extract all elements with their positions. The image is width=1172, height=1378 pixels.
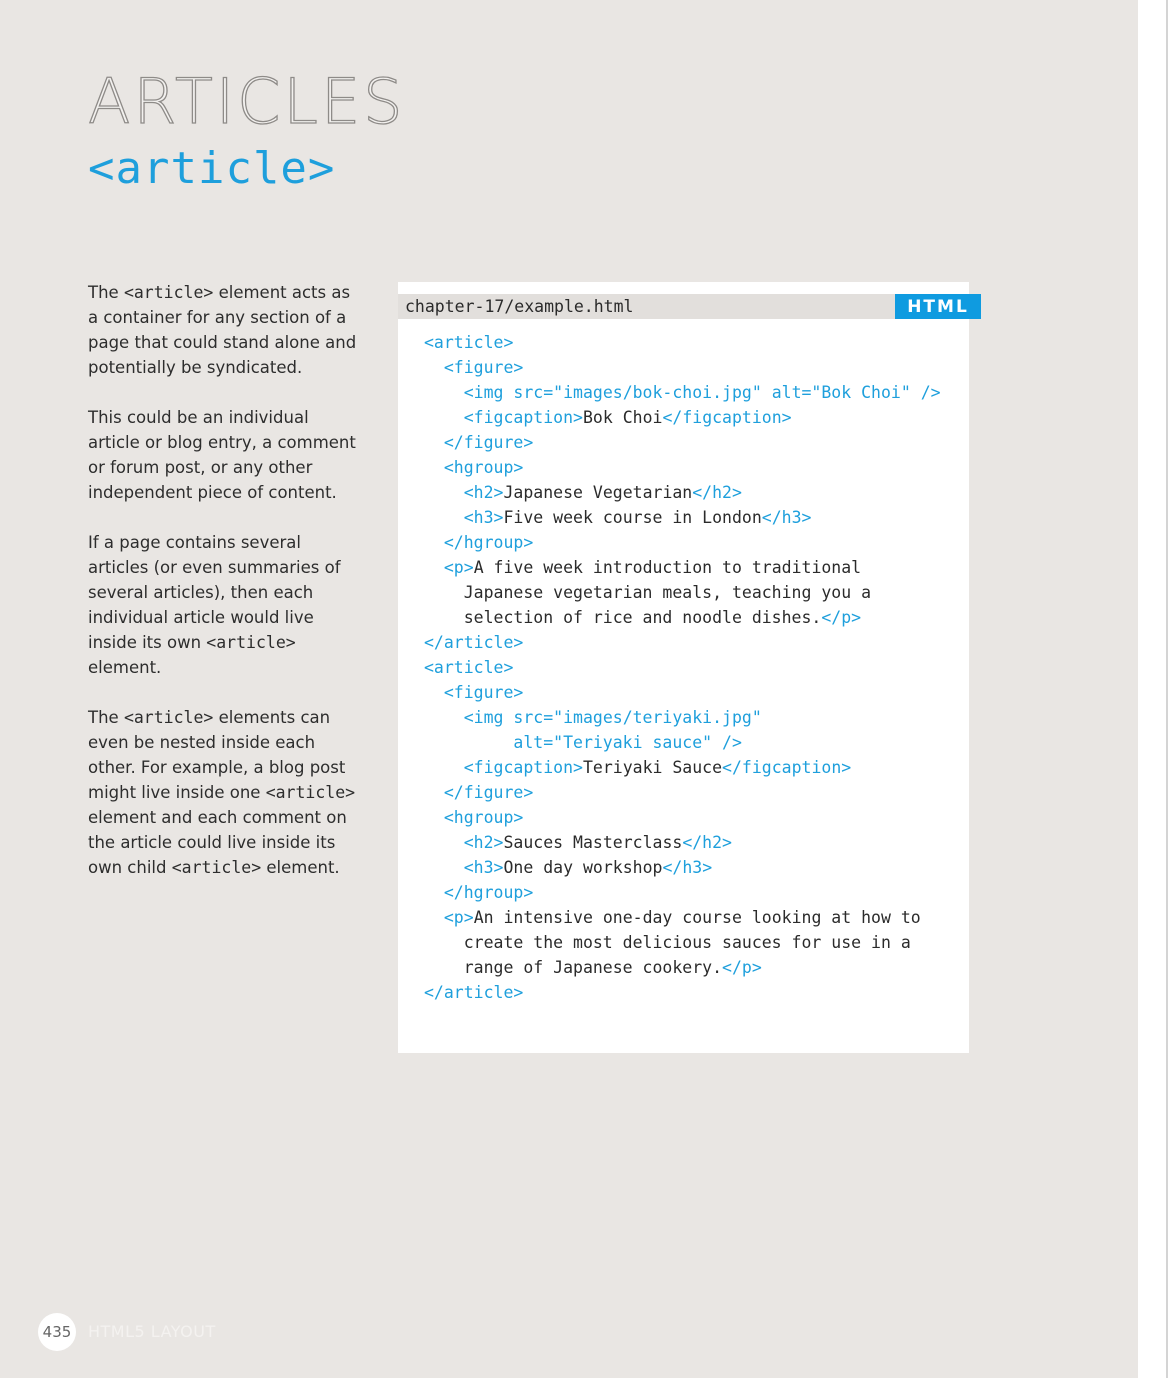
code-tag: </article> — [424, 633, 524, 652]
code-tag: </figcaption> — [662, 408, 792, 427]
code-line — [424, 630, 941, 655]
code-tag: <h2> — [463, 483, 504, 502]
code-text: selection of rice and noodle dishes. — [424, 608, 822, 627]
page-title: ARTICLES — [88, 65, 406, 138]
code-tag: </p> — [722, 958, 762, 977]
code-tag: </figure> — [443, 433, 534, 452]
code-tag: <figcaption> — [463, 408, 583, 427]
code-tag: <figcaption> — [463, 758, 583, 777]
code-line — [424, 805, 941, 830]
file-name: chapter-17/example.html — [405, 297, 634, 316]
code-tag: </hgroup> — [443, 883, 534, 902]
code-tag: <p> — [443, 908, 474, 927]
code-line — [424, 705, 941, 730]
code-line — [424, 380, 941, 405]
code-text: An intensive one-day course looking at how to — [473, 908, 921, 927]
code-text: Teriyaki Sauce — [582, 758, 723, 777]
code-tag: <h2> — [463, 833, 504, 852]
code-text — [424, 908, 444, 927]
code-line — [424, 755, 941, 780]
code-tag: alt="Teriyaki sauce" /> — [513, 733, 742, 752]
code-text — [424, 458, 444, 477]
code-text — [424, 383, 464, 402]
code-line — [424, 580, 941, 605]
code-tag: <img src="images/bok-choi.jpg" alt="Bok Choi" /> — [463, 383, 941, 402]
code-text — [424, 433, 444, 452]
code-text — [424, 783, 444, 802]
code-line — [424, 680, 941, 705]
code-line — [424, 530, 941, 555]
code-tag: <h3> — [463, 858, 504, 877]
code-line — [424, 905, 941, 930]
code-text: Bok Choi — [582, 408, 663, 427]
text-run: element. — [88, 658, 162, 677]
code-line — [424, 955, 941, 980]
code-line — [424, 655, 941, 680]
code-text — [424, 683, 444, 702]
code-text: Five week course in London — [503, 508, 762, 527]
code-line — [424, 730, 941, 755]
inline-code: <article> — [123, 708, 214, 727]
paragraph-4 — [88, 705, 358, 880]
code-tag: <img src="images/teriyaki.jpg" — [463, 708, 762, 727]
text-run: If a page contains several articles (or even summaries of several articles), then each individual article would live inside its own — [88, 533, 341, 652]
code-text: range of Japanese cookery. — [424, 958, 723, 977]
text-run: elements can even be nested inside each other. For example, a blog post might live inside one — [88, 708, 346, 802]
code-tag: </p> — [821, 608, 862, 627]
paragraph-3 — [88, 530, 358, 680]
code-text: Japanese vegetarian meals, teaching you a — [424, 583, 872, 602]
code-block — [424, 330, 941, 1005]
code-tag: <figure> — [443, 683, 524, 702]
code-line — [424, 855, 941, 880]
code-text — [424, 533, 444, 552]
code-tag: </h3> — [662, 858, 713, 877]
code-tag: <hgroup> — [443, 458, 524, 477]
code-text — [424, 708, 464, 727]
code-text: One day workshop — [503, 858, 663, 877]
code-line — [424, 455, 941, 480]
code-text — [424, 833, 464, 852]
page-number: 435 — [38, 1313, 76, 1351]
code-tag: </h3> — [761, 508, 812, 527]
code-tag: </article> — [424, 983, 524, 1002]
code-line — [424, 430, 941, 455]
code-line — [424, 780, 941, 805]
text-run: element. — [261, 858, 340, 877]
code-text — [424, 733, 513, 752]
code-text — [424, 808, 444, 827]
text-run: element and each comment on the article could live inside its own child — [88, 808, 347, 877]
text-run: The — [88, 283, 124, 302]
code-text — [424, 408, 464, 427]
code-line — [424, 980, 941, 1005]
code-tag: </h2> — [682, 833, 732, 852]
code-tag: <p> — [443, 558, 474, 577]
code-tag: <article> — [424, 658, 514, 677]
code-text — [424, 758, 464, 777]
code-line — [424, 505, 941, 530]
code-tag: <article> — [424, 333, 514, 352]
code-text: Japanese Vegetarian — [503, 483, 693, 502]
code-line — [424, 405, 941, 430]
code-text — [424, 358, 444, 377]
code-line — [424, 480, 941, 505]
page-subtitle: <article> — [88, 143, 336, 194]
code-line — [424, 330, 941, 355]
code-text: A five week introduction to traditional — [473, 558, 862, 577]
code-tag: <h3> — [463, 508, 504, 527]
code-line — [424, 830, 941, 855]
language-badge: HTML — [895, 294, 981, 319]
paragraph-2: This could be an individual article or blog entry, a comment or forum post, or any other independent piece of content. — [88, 408, 356, 502]
inline-code: <article> — [265, 783, 356, 802]
code-text — [424, 483, 464, 502]
chapter-label: HTML5 LAYOUT — [88, 1322, 216, 1341]
code-tag: </hgroup> — [443, 533, 534, 552]
code-tag: </figcaption> — [722, 758, 852, 777]
code-line — [424, 880, 941, 905]
inline-code: <article> — [123, 283, 214, 302]
page-edge-line — [1166, 0, 1168, 1378]
inline-code: <article> — [171, 858, 262, 877]
text-run: element acts as a container for any section of a page that could stand alone and potentially be syndicated. — [88, 283, 357, 377]
code-tag: <figure> — [443, 358, 524, 377]
code-text: create the most delicious sauces for use in a — [424, 933, 911, 952]
code-line — [424, 355, 941, 380]
paragraph-1 — [88, 280, 358, 380]
code-text — [424, 508, 464, 527]
code-tag: </figure> — [443, 783, 534, 802]
code-line — [424, 930, 941, 955]
code-line — [424, 555, 941, 580]
inline-code: <article> — [206, 633, 296, 652]
code-line — [424, 605, 941, 630]
code-tag: <hgroup> — [443, 808, 524, 827]
body-text — [88, 280, 358, 905]
code-text — [424, 558, 444, 577]
text-run: The — [88, 708, 124, 727]
code-text: Sauces Masterclass — [503, 833, 683, 852]
code-text — [424, 858, 464, 877]
code-text — [424, 883, 444, 902]
code-tag: </h2> — [692, 483, 742, 502]
